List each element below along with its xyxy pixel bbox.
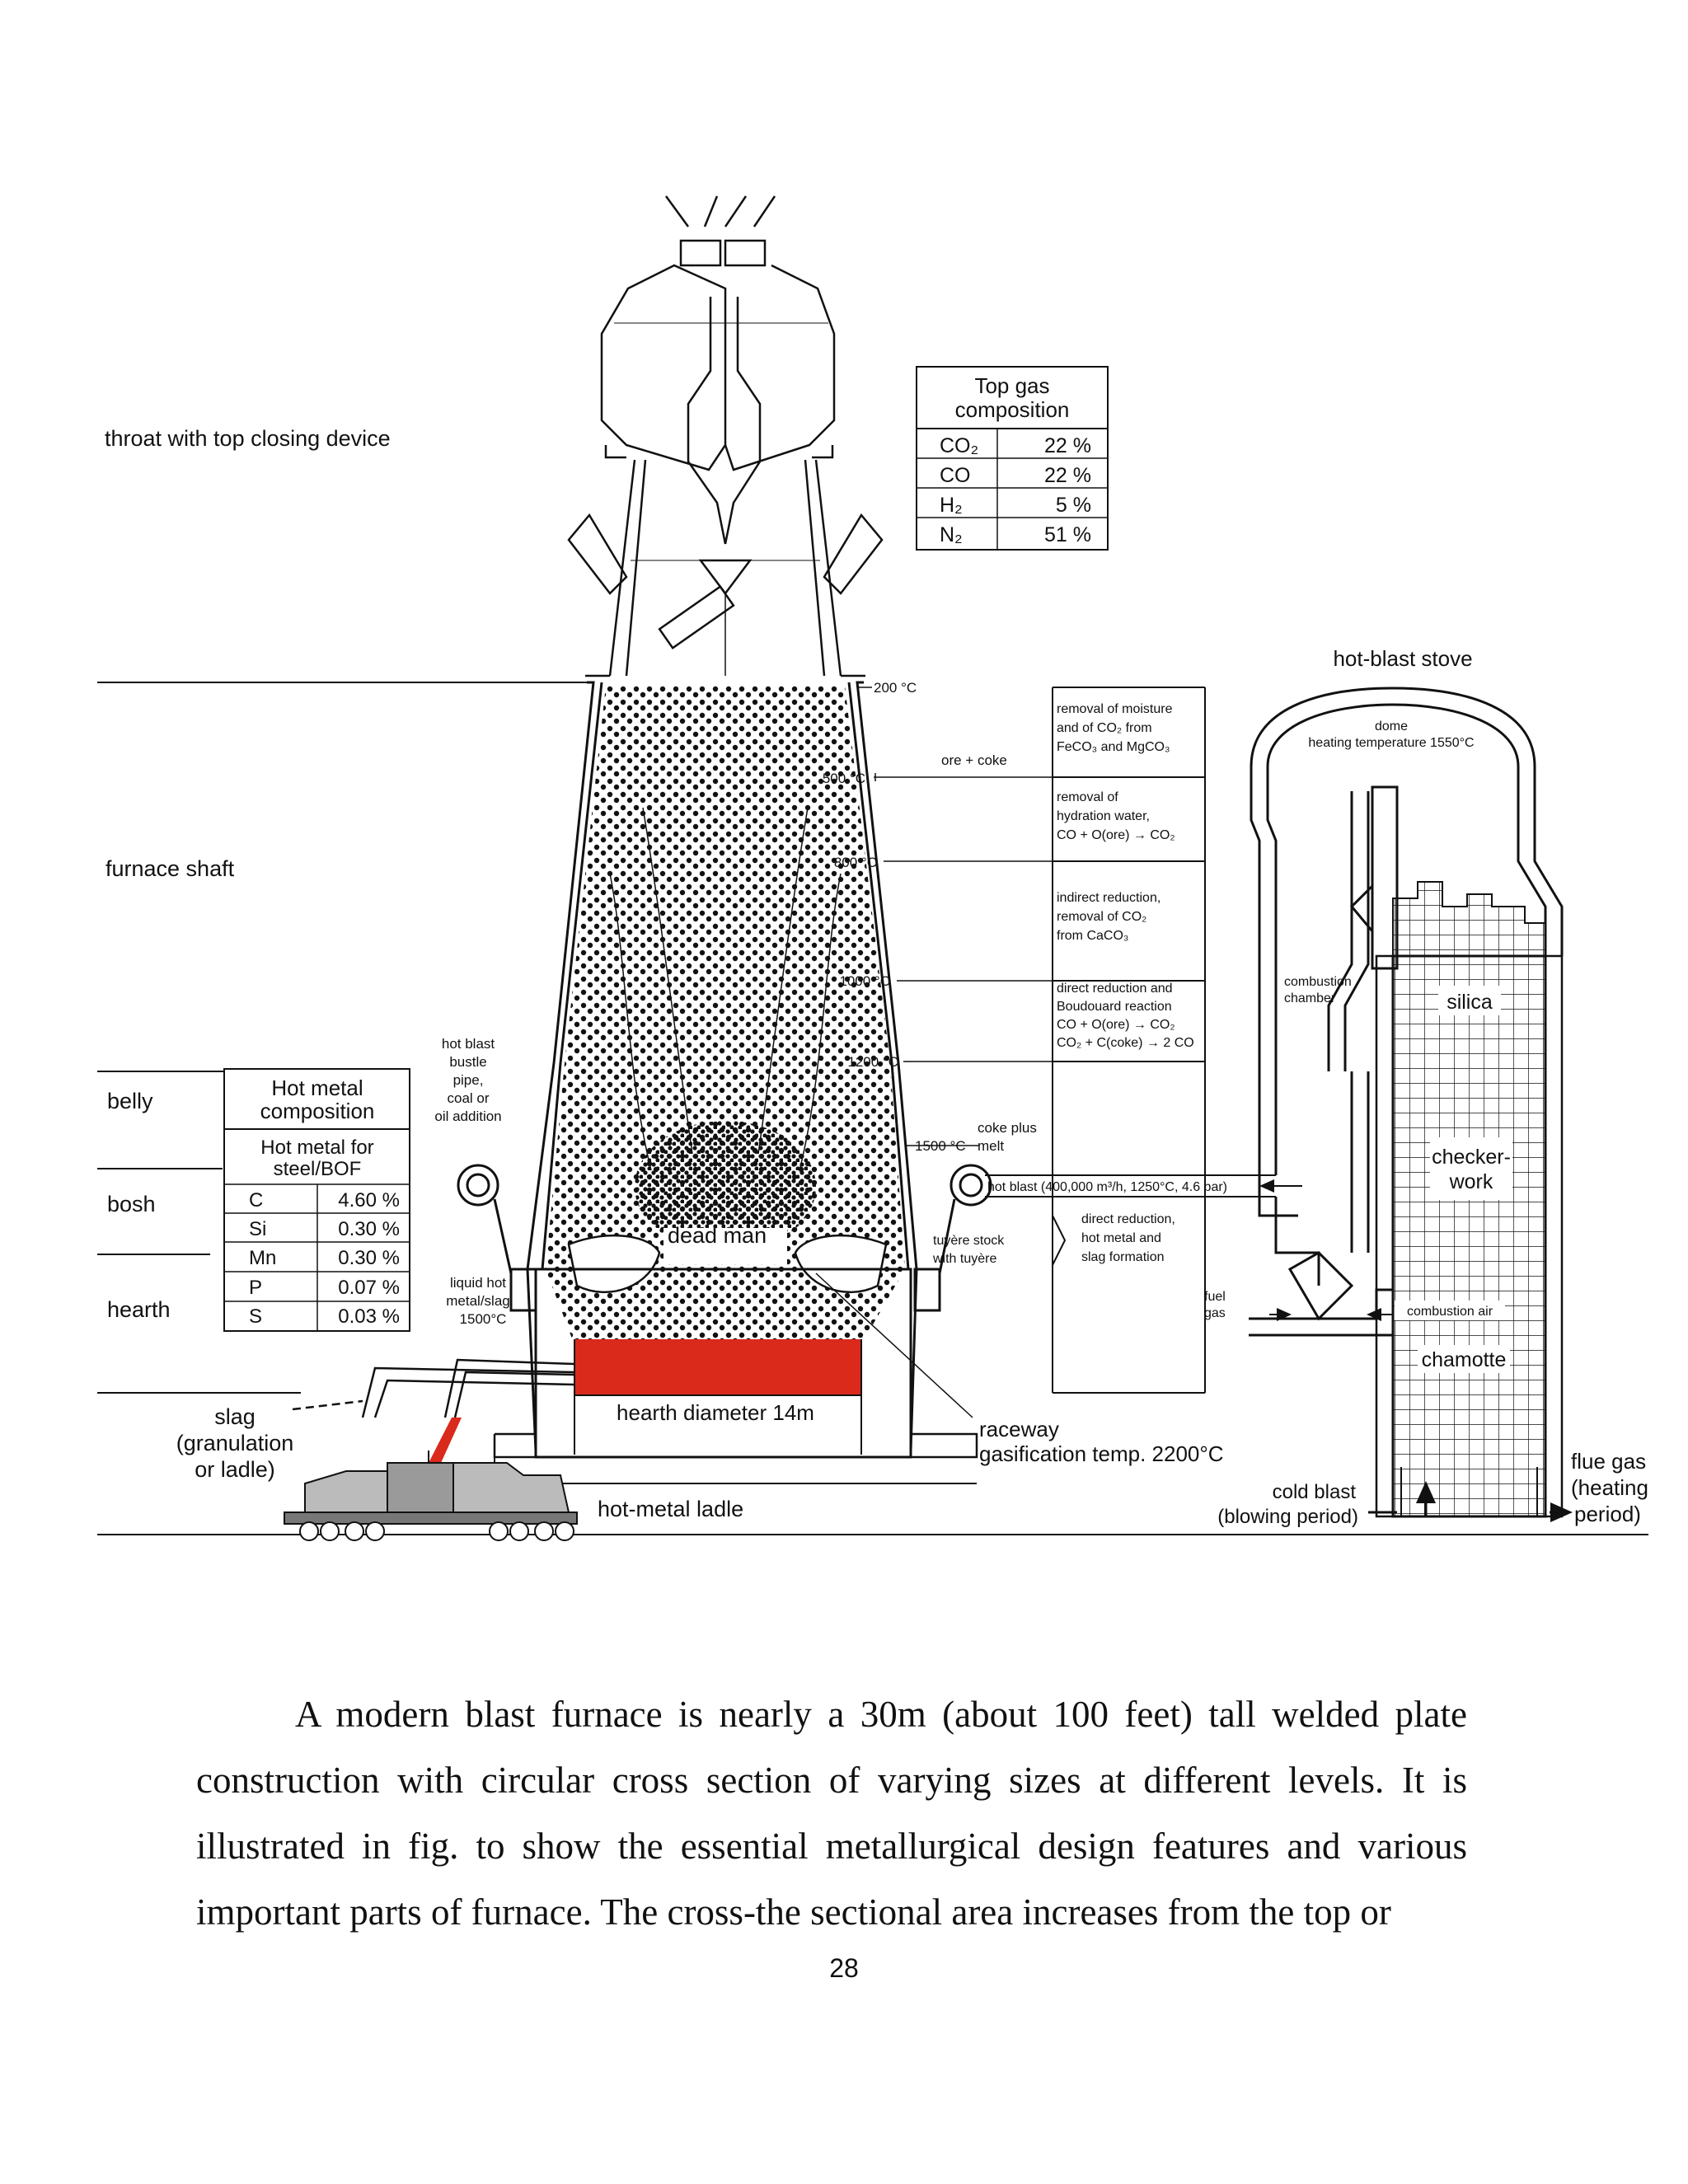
top-charging-device <box>602 196 834 544</box>
zone-text: and of CO₂ from <box>1057 721 1152 735</box>
zone-text: removal of <box>1057 790 1118 804</box>
label-hearth: hearth <box>107 1297 171 1322</box>
label-throat: throat with top closing device <box>105 426 391 451</box>
label-combustion-chamber: combustion <box>1284 975 1352 989</box>
hot-metal-subtitle: steel/BOF <box>273 1158 362 1180</box>
temperature-label: 1200 °C <box>847 1054 898 1070</box>
label-furnace-shaft: furnace shaft <box>106 856 235 881</box>
label-checkerwork: checker- <box>1432 1146 1511 1169</box>
bustle-label-line: coal or <box>447 1090 490 1106</box>
element-value: 0.30 % <box>338 1247 400 1269</box>
element-name: P <box>249 1277 263 1299</box>
throat <box>569 460 882 676</box>
slag-label <box>176 1404 294 1482</box>
hot-metal-subtitle: Hot metal for <box>260 1137 374 1159</box>
label-dead-man: dead man <box>668 1223 767 1248</box>
gas-value: 22 % <box>1044 464 1091 487</box>
zone-text: hot metal and <box>1081 1231 1161 1245</box>
element-name: C <box>249 1189 264 1212</box>
label-hearth-diameter: hearth diameter 14m <box>617 1400 814 1425</box>
zone-text: CO + O(ore) → CO₂ <box>1057 828 1175 842</box>
liquid-label-line: 1500°C <box>459 1311 507 1327</box>
element-value: 0.07 % <box>338 1277 400 1299</box>
body-text <box>196 1681 1467 1945</box>
label-coke-plus-melt: melt <box>978 1138 1005 1154</box>
liquid-label-line: liquid hot <box>449 1275 507 1291</box>
element-name: S <box>249 1305 263 1328</box>
zone-text: slag formation <box>1081 1250 1165 1264</box>
temperature-label: 1500 °C <box>915 1138 966 1154</box>
gas-value: 22 % <box>1044 434 1091 457</box>
hot-metal-table <box>224 1069 410 1331</box>
element-value: 4.60 % <box>338 1189 400 1212</box>
zone-text: CO + O(ore) → CO₂ <box>1057 1018 1175 1032</box>
liquid-label-line: metal/slag <box>446 1293 510 1309</box>
label-bosh: bosh <box>107 1192 156 1216</box>
label-fuel-gas: fuel <box>1204 1290 1226 1304</box>
hot-metal-title: Hot metal <box>271 1076 363 1100</box>
temperature-label: 500 °C <box>822 771 865 786</box>
slag-label-line: slag <box>214 1404 256 1429</box>
zone-text: from CaCO₃ <box>1057 929 1129 943</box>
bustle-label-line: oil addition <box>434 1108 502 1124</box>
stove-tower <box>1368 882 1570 1516</box>
zone-text: Boudouard reaction <box>1057 1000 1172 1014</box>
label-flue-gas: flue gas <box>1571 1449 1647 1474</box>
gas-name: N₂ <box>940 523 963 546</box>
label-dome: dome <box>1374 719 1409 733</box>
bustle-label-line: hot blast <box>441 1036 495 1052</box>
temperature-label: 200 °C <box>874 680 917 696</box>
hot-metal-title: composition <box>260 1099 375 1123</box>
gas-value: 5 % <box>1055 494 1091 517</box>
temperature-label: 1000 °C <box>839 973 890 989</box>
element-value: 0.30 % <box>338 1218 400 1240</box>
gas-name: CO₂ <box>940 434 979 457</box>
label-hot-blast: hot blast (400,000 m³/h, 1250°C, 4.6 bar) <box>987 1180 1228 1194</box>
top-gas-title: composition <box>954 397 1070 422</box>
gas-name: H₂ <box>940 494 963 517</box>
label-silica: silica <box>1447 991 1493 1014</box>
label-combustion-air: combustion air <box>1406 1305 1493 1319</box>
top-gas-title: Top gas <box>974 373 1050 398</box>
label-combustion-chamber: chamber <box>1284 991 1336 1005</box>
label-dome: heating temperature 1550°C <box>1308 736 1475 750</box>
label-cold-blast: cold blast <box>1272 1481 1356 1503</box>
label-raceway: gasification temp. 2200°C <box>979 1441 1224 1466</box>
label-cold-blast: (blowing period) <box>1217 1506 1358 1528</box>
element-name: Mn <box>249 1247 277 1269</box>
label-ore-coke: ore + coke <box>941 752 1007 768</box>
page-number: 28 <box>829 1953 859 1983</box>
zone-text: removal of CO₂ <box>1057 910 1147 924</box>
element-value: 0.03 % <box>338 1305 400 1328</box>
zone-text: CO₂ + C(coke) → 2 CO <box>1057 1036 1194 1050</box>
bustle-pipe-label <box>434 1036 501 1124</box>
label-raceway: raceway <box>979 1417 1059 1441</box>
label-tuyere: tuyère stock <box>933 1234 1005 1248</box>
gas-name: CO <box>940 464 971 487</box>
hot-metal-ladle-car <box>284 1451 577 1540</box>
slag-label-line: (granulation <box>176 1431 294 1455</box>
label-belly: belly <box>107 1089 153 1113</box>
gas-value: 51 % <box>1044 523 1091 546</box>
label-flue-gas: period) <box>1574 1502 1641 1526</box>
zone-text: direct reduction, <box>1081 1212 1175 1226</box>
zone-text: hydration water, <box>1057 809 1150 823</box>
label-checkerwork: work <box>1449 1170 1493 1193</box>
element-name: Si <box>249 1218 267 1240</box>
body-paragraph: A modern blast furnace is nearly a 30m (about 100 feet) tall welded plate construction with circular cross section of varying sizes at different levels. It is illustrated in fig. to show the essential metallurgical design features and various important parts of furnace. The cross-the sectional area increases from the top or <box>196 1694 1467 1933</box>
label-hot-blast-stove: hot-blast stove <box>1333 646 1473 671</box>
zone-text: FeCO₃ and MgCO₃ <box>1057 740 1170 754</box>
top-gas-table <box>917 367 1108 550</box>
label-coke-plus-melt: coke plus <box>978 1120 1037 1136</box>
bustle-label-line: pipe, <box>452 1072 484 1088</box>
bustle-label-line: bustle <box>449 1054 487 1070</box>
zone-text: direct reduction and <box>1057 982 1173 996</box>
liquid-metal-label <box>446 1275 509 1327</box>
label-chamotte: chamotte <box>1421 1348 1507 1371</box>
slag-label-line: or ladle) <box>195 1457 275 1482</box>
label-fuel-gas: gas <box>1204 1306 1226 1320</box>
metal-stream <box>429 1418 462 1463</box>
label-tuyere: with tuyère <box>933 1252 997 1266</box>
hot-metal-pool <box>574 1339 861 1395</box>
label-flue-gas: (heating <box>1571 1475 1648 1500</box>
zone-text: removal of moisture <box>1057 702 1173 716</box>
zone-text: indirect reduction, <box>1057 891 1161 905</box>
label-hot-metal-ladle: hot-metal ladle <box>598 1497 744 1521</box>
temperature-label: 800 °C <box>833 855 877 870</box>
